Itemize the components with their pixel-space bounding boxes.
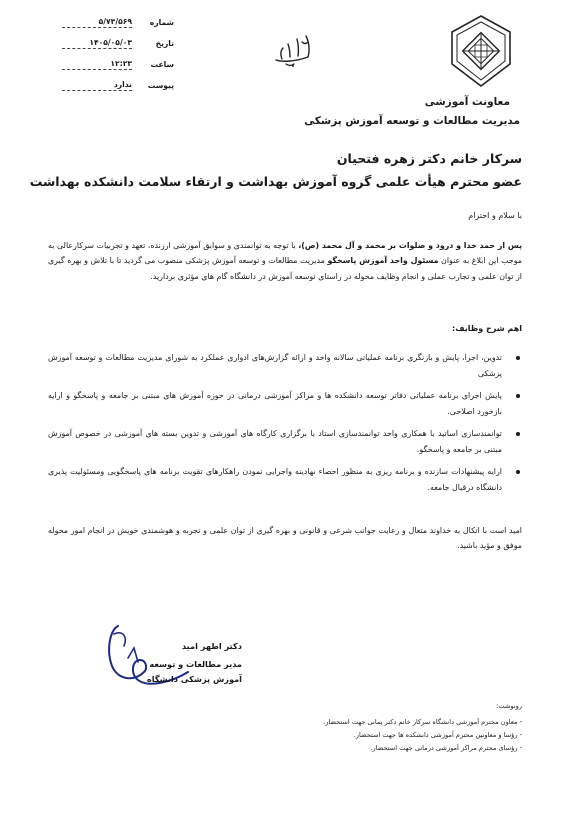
signer-name: دکتر اطهر امید xyxy=(181,641,242,651)
duty-text: ارایه پیشنهادات سازنده و برنامه ریزی به منظور احصاء نهادینه واجرایی نمودن راهکارهای تقویت برنامه های پاسخگویی ومسئولیت پذیری دانشگاه درقبال جامعه. xyxy=(48,467,502,492)
meta-number-value: ۵/۷۳/۵۶۹ xyxy=(62,17,132,28)
cc-item: - رؤسا و معاونین محترم آموزشی دانشکده ها جهت استحضار. xyxy=(353,731,522,739)
university-emblem-icon xyxy=(448,14,514,88)
intro-paragraph xyxy=(48,238,522,284)
duties-heading: اهم شرح وظایف: xyxy=(452,324,522,333)
cc-item: - رؤسای محترم مراکز آموزشی درمانی جهت استحضار. xyxy=(370,744,522,752)
department-line2: مدیریت مطالعات و توسعه آموزش پزشکی xyxy=(304,115,520,127)
intro-text-b: مدیریت مطالعات و توسعه آموزش پزشکی منصوب می گردید تا با تلاش و بهره گیری از توان علمی و تجارب عملی و انجام وظایف محوله در راستای توسعه آموزش در دانشگاه گام های مؤثری بردارید. xyxy=(48,256,522,281)
bismillah-calligraphy-icon xyxy=(268,30,316,70)
duty-item xyxy=(48,426,522,458)
duty-text: تدوین، اجرا، پایش و بازنگری برنامه عملیاتی سالانه واحد و ارائه گزارش‌های ادواری عملکرد به شورای مدیریت مطالعات و توسعه آموزش پزشکی xyxy=(48,353,502,378)
duties-list xyxy=(48,350,522,502)
bullet-icon xyxy=(516,432,520,436)
department-line1: معاونت آموزشی xyxy=(424,96,510,108)
salutation: با سلام و احترام xyxy=(468,211,522,220)
letter-meta xyxy=(62,12,174,96)
meta-time-row xyxy=(62,54,174,75)
duty-text: توانمندسازی اساتید با همکاری واحد توانمندسازی استاد با برگزاری کارگاه های آموزشی و تدوین بسته های آموزشی در خصوص آموزش مبتنی بر جامعه و پاسخگو. xyxy=(48,429,502,454)
closing-paragraph: امید است با اتکال به خداوند متعال و رعایت جوانب شرعی و قانونی و بهره گیری از توان علمی و تجربه و هوشمندی خویش در انجام امور محوله موفق و مؤید باشید. xyxy=(48,526,522,551)
meta-time-label: ساعت xyxy=(150,60,174,69)
recipient-title: عضو محترم هیأت علمی گروه آموزش بهداشت و ارتقاء سلامت دانشکده بهداشت xyxy=(29,174,522,189)
meta-date-row xyxy=(62,33,174,54)
bullet-icon xyxy=(516,356,520,360)
meta-attachment-row xyxy=(62,75,174,96)
meta-attachment-label: پیوست xyxy=(147,81,174,90)
meta-time-value: ۱۲:۲۳ xyxy=(62,59,132,70)
intro-bold-position: مسئول واحد آموزش پاسخگو xyxy=(327,256,439,266)
cc-heading: رونوشت: xyxy=(496,702,522,710)
bullet-icon xyxy=(516,394,520,398)
duty-item xyxy=(48,464,522,496)
meta-number-label: شماره xyxy=(149,18,174,27)
cc-list xyxy=(222,716,522,755)
duty-text: پایش اجرای برنامه عملیاتی دفاتر توسعه دانشکده ها و مراکز آموزشی درمانی در حوزه آموزش های مبتنی بر جامعه و پاسخگو و ارایه بازخورد اصلاحی. xyxy=(48,391,502,416)
recipient-name: سرکار خانم دکتر زهره فتحیان xyxy=(336,151,522,166)
duty-item xyxy=(48,350,522,382)
duty-item xyxy=(48,388,522,420)
meta-date-value: ۱۴۰۵/۰۵/۰۳ xyxy=(62,38,132,49)
meta-attachment-value: ندارد xyxy=(62,80,132,91)
intro-bold-start: پس از حمد خدا و درود و صلوات بر محمد و آل محمد (ص)، xyxy=(298,241,522,250)
meta-date-label: تاریخ xyxy=(155,39,174,48)
signer-title-line1: مدیر مطالعات و توسعه xyxy=(149,659,242,669)
intro-text-a: با توجه به توانمندی و سوابق آموزشی ارزنده، تعهد و تجربیات سرکارعالی به موجب این ابلاغ به عنوان xyxy=(48,241,523,266)
bullet-icon xyxy=(516,470,520,474)
meta-number-row xyxy=(62,12,174,33)
cc-item: - معاون محترم آموزشی دانشگاه سرکار خانم دکتر یمانی جهت استحضار. xyxy=(323,718,522,726)
signer-title-line2: آموزش پزشکی دانشگاه xyxy=(146,674,242,684)
